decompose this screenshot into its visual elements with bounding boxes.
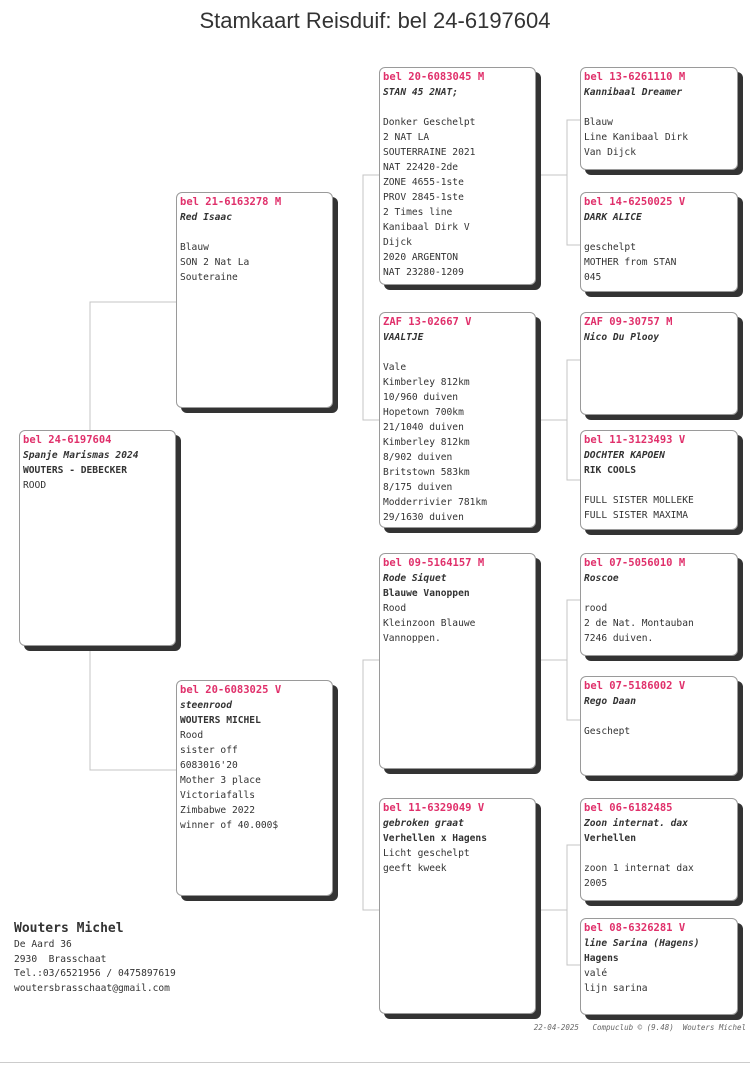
pigeon-description — [383, 100, 532, 280]
description-line: Van Dijck — [584, 147, 636, 158]
pigeon-name: Nico Du Plooy — [584, 332, 660, 343]
owner-address: De Aard 36 — [14, 939, 72, 950]
description-line: Kleinzoon Blauwe — [383, 618, 476, 629]
ring-number: bel 11-6329049 V — [383, 802, 485, 814]
pigeon-description — [180, 728, 329, 833]
description-line: Rood — [180, 730, 204, 741]
description-line: PROV 2845-1ste — [383, 192, 464, 203]
description-line: Donker Geschelpt — [383, 117, 476, 128]
ring-number: bel 14-6250025 V — [584, 196, 686, 208]
ring-number: bel 24-6197604 — [23, 434, 112, 446]
description-line: Modderrivier 781km — [383, 497, 487, 508]
description-line: Rood — [383, 603, 407, 614]
description-line: FULL SISTER MOLLEKE — [584, 495, 694, 506]
pigeon-card-ffm[interactable] — [580, 192, 738, 292]
pigeon-description — [383, 345, 532, 525]
pigeon-description — [23, 478, 172, 493]
description-line: geeft kweek — [383, 863, 447, 874]
pigeon-extra: Hagens — [584, 953, 619, 964]
description-line: Mother 3 place — [180, 775, 261, 786]
owner-email: woutersbrasschaat@gmail.com — [14, 982, 170, 994]
pigeon-card-subject[interactable] — [19, 430, 176, 646]
pigeon-description — [383, 846, 532, 876]
description-line: 8/902 duiven — [383, 452, 453, 463]
pigeon-card-fmf[interactable] — [580, 312, 738, 415]
description-line: MOTHER from STAN — [584, 257, 677, 268]
description-line — [180, 225, 329, 240]
pigeon-card-mmm[interactable] — [580, 918, 738, 1015]
pigeon-name: gebroken graat — [383, 818, 464, 829]
description-line: ROOD — [23, 480, 47, 491]
description-line — [584, 709, 734, 724]
description-line: NAT 23280-1209 — [383, 267, 464, 278]
description-line: SOUTERRAINE 2021 — [383, 147, 476, 158]
pigeon-card-mfm[interactable] — [580, 676, 738, 776]
description-line: winner of 40.000$ — [180, 820, 279, 831]
description-line: 6083016'20 — [180, 760, 238, 771]
pigeon-extra: Blauwe Vanoppen — [383, 588, 470, 599]
description-line: Vannoppen. — [383, 633, 441, 644]
description-line: geschelpt — [584, 242, 636, 253]
description-line: Hopetown 700km — [383, 407, 464, 418]
description-line — [383, 345, 532, 360]
pigeon-name: Rego Daan — [584, 696, 636, 707]
pigeon-card-ff[interactable] — [379, 67, 536, 285]
description-line: Kimberley 812km — [383, 377, 470, 388]
pigeon-card-mff[interactable] — [580, 553, 738, 656]
description-line — [584, 225, 734, 240]
description-line — [584, 586, 734, 601]
ring-number: bel 20-6083045 M — [383, 71, 485, 83]
pigeon-description — [584, 100, 734, 160]
description-line: 8/175 duiven — [383, 482, 453, 493]
ring-number: bel 20-6083025 V — [180, 684, 282, 696]
description-line — [584, 846, 734, 861]
description-line: Kimberley 812km — [383, 437, 470, 448]
pigeon-description — [584, 225, 734, 285]
description-line: 2005 — [584, 878, 608, 889]
description-line: SON 2 Nat La — [180, 257, 250, 268]
pigeon-description — [584, 478, 734, 523]
pigeon-name: Roscoe — [584, 573, 619, 584]
ring-number: bel 07-5186002 V — [584, 680, 686, 692]
description-line: FULL SISTER MAXIMA — [584, 510, 688, 521]
pigeon-extra: Verhellen x Hagens — [383, 833, 487, 844]
description-line: Blauw — [180, 242, 209, 253]
pigeon-card-fff[interactable] — [580, 67, 738, 170]
description-line: 29/1630 duiven — [383, 512, 464, 523]
description-line: valé — [584, 968, 608, 979]
description-line: rood — [584, 603, 608, 614]
description-line — [584, 478, 734, 493]
pigeon-card-mm[interactable] — [379, 798, 536, 1014]
pigeon-description — [584, 586, 734, 646]
ring-number: ZAF 13-02667 V — [383, 316, 472, 328]
pigeon-name: steenrood — [180, 700, 232, 711]
pigeon-name: Red Isaac — [180, 212, 232, 223]
pigeon-extra: RIK COOLS — [584, 465, 636, 476]
ring-number: ZAF 09-30757 M — [584, 316, 673, 328]
pigeon-name: Rode Siquet — [383, 573, 447, 584]
pigeon-name: Kannibaal Dreamer — [584, 87, 683, 98]
ring-number: bel 21-6163278 M — [180, 196, 282, 208]
pigeon-name: Zoon internat. dax — [584, 818, 688, 829]
owner-phone: Tel.:03/6521956 / 0475897619 — [14, 968, 176, 979]
description-line — [584, 100, 734, 115]
description-line: 10/960 duiven — [383, 392, 459, 403]
pigeon-name: DOCHTER KAPOEN — [584, 450, 665, 461]
description-line: Britstown 583km — [383, 467, 470, 478]
description-line: Blauw — [584, 117, 613, 128]
pigeon-description — [180, 225, 329, 285]
description-line: Geschept — [584, 726, 631, 737]
ring-number: bel 08-6326281 V — [584, 922, 686, 934]
pigeon-card-mmf[interactable] — [580, 798, 738, 901]
description-line: zoon 1 internat dax — [584, 863, 694, 874]
pigeon-description — [584, 709, 734, 739]
description-line: NAT 22420-2de — [383, 162, 459, 173]
pigeon-description — [383, 601, 532, 646]
pigeon-description — [584, 966, 734, 996]
bottom-rule — [0, 1062, 750, 1063]
pigeon-card-father[interactable] — [176, 192, 333, 408]
description-line: ZONE 4655-1ste — [383, 177, 464, 188]
pigeon-extra: WOUTERS - DEBECKER — [23, 465, 127, 476]
description-line: Souteraine — [180, 272, 238, 283]
pigeon-name: VAALTJE — [383, 332, 424, 343]
ring-number: bel 07-5056010 M — [584, 557, 686, 569]
pigeon-card-fm[interactable] — [379, 312, 536, 528]
pigeon-description — [584, 846, 734, 891]
print-footer: 22-04-2025 Compuclub © (9.48) Wouters Michel — [533, 1023, 746, 1032]
pigeon-extra: Verhellen — [584, 833, 636, 844]
description-line: 045 — [584, 272, 602, 283]
description-line — [383, 100, 532, 115]
owner-info — [14, 920, 176, 996]
pigeon-name: DARK ALICE — [584, 212, 642, 223]
ring-number: bel 11-3123493 V — [584, 434, 686, 446]
description-line: Licht geschelpt — [383, 848, 470, 859]
pigeon-name: Spanje Marismas 2024 — [23, 450, 139, 461]
description-line: lijn sarina — [584, 983, 648, 994]
pigeon-card-mother[interactable] — [176, 680, 333, 896]
description-line: 2 NAT LA — [383, 132, 430, 143]
description-line: 2 de Nat. Montauban — [584, 618, 694, 629]
pigeon-name: STAN 45 2NAT; — [383, 87, 459, 98]
description-line: Kanibaal Dirk V — [383, 222, 470, 233]
description-line: 2 Times line — [383, 207, 453, 218]
owner-name: Wouters Michel — [14, 921, 124, 936]
description-line: Zimbabwe 2022 — [180, 805, 256, 816]
ring-number: bel 13-6261110 M — [584, 71, 686, 83]
owner-city: 2930 Brasschaat — [14, 953, 107, 965]
description-line: sister off — [180, 745, 238, 756]
pigeon-card-fmm[interactable] — [580, 430, 738, 530]
description-line: Victoriafalls — [180, 790, 256, 801]
description-line: 7246 duiven. — [584, 633, 654, 644]
ring-number: bel 06-6182485 — [584, 802, 673, 814]
description-line: 2020 ARGENTON — [383, 252, 459, 263]
description-line: 21/1040 duiven — [383, 422, 464, 433]
page-title: Stamkaart Reisduif: bel 24-6197604 — [199, 8, 551, 33]
pigeon-extra: WOUTERS MICHEL — [180, 715, 261, 726]
pigeon-name: line Sarina (Hagens) — [584, 938, 700, 949]
pigeon-card-mf[interactable] — [379, 553, 536, 769]
description-line: Line Kanibaal Dirk — [584, 132, 688, 143]
ring-number: bel 09-5164157 M — [383, 557, 485, 569]
description-line: Dijck — [383, 237, 412, 248]
description-line: Vale — [383, 362, 407, 373]
